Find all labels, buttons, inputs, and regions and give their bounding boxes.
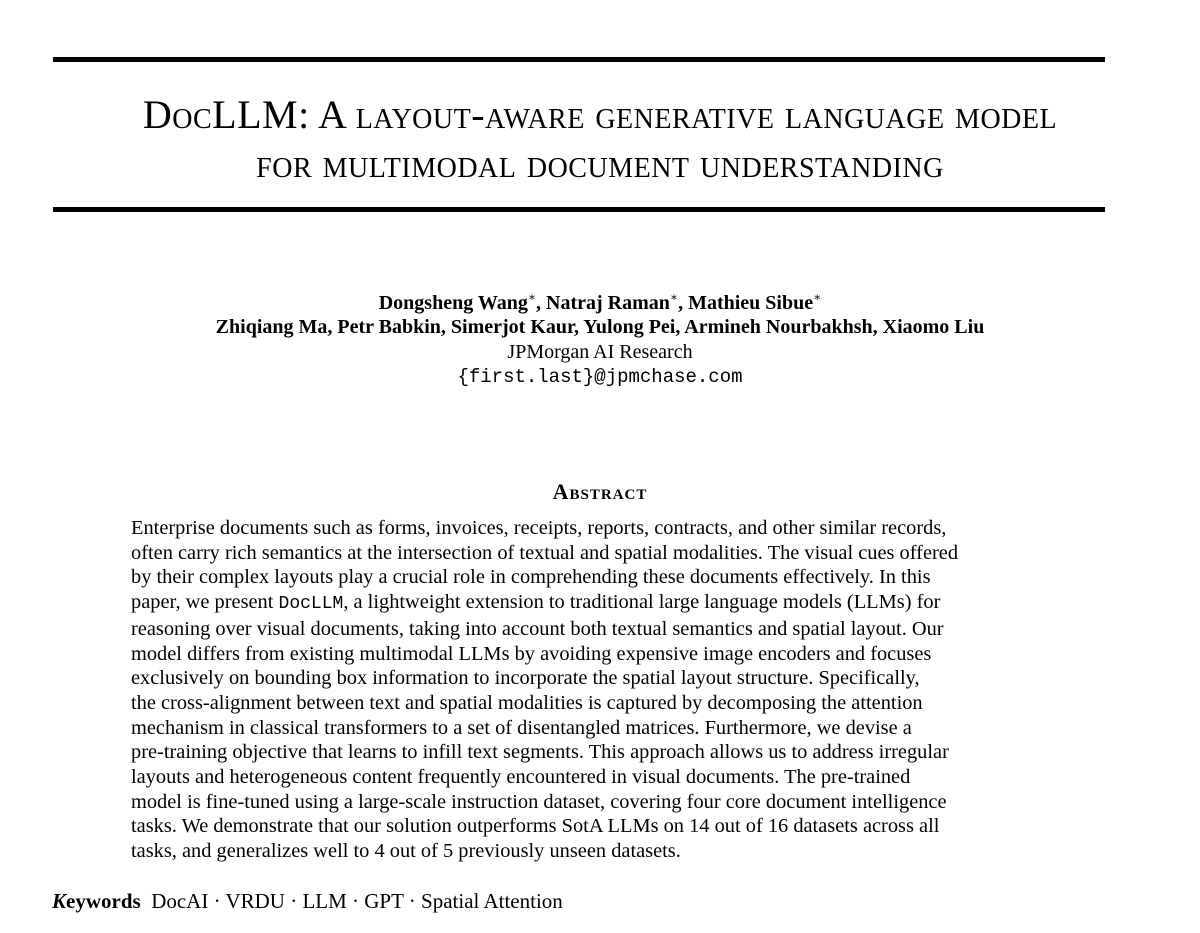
abstract-line: tasks, and generalizes well to 4 out of 5 previously unseen datasets. [131, 840, 681, 863]
equal-contribution-mark: ∗ [527, 290, 537, 304]
top-rule [53, 57, 1105, 62]
contact-email: {first.last}@jpmchase.com [457, 366, 743, 388]
abstract-text: , a lightweight extension to traditional large language models (LLMs) for [343, 591, 941, 614]
equal-contribution-mark: ∗ [813, 290, 822, 304]
equal-contribution-mark: ∗ [669, 290, 679, 304]
abstract-text: paper, we present [131, 591, 279, 614]
author-name: Natraj Raman [546, 292, 670, 314]
abstract-line: mechanism in classical transformers to a set of disentangled matrices. Furthermore, we devise a [131, 716, 912, 739]
abstract-line: by their complex layouts play a crucial role in comprehending these documents effectively. In this [131, 566, 931, 589]
author-list-primary: Dongsheng Wang∗, Natraj Raman∗, Mathieu Sibue∗ [378, 290, 822, 314]
paper-title-line-1: DocLLM: A layout-aware generative language model [142, 92, 1058, 137]
bottom-rule [53, 207, 1105, 212]
author-list-secondary: Zhiqiang Ma, Petr Babkin, Simerjot Kaur, Yulong Pei, Armineh Nourbakhsh, Xiaomo Liu [215, 316, 985, 338]
paper-title-line-2: for multimodal document understanding [256, 141, 944, 186]
abstract-line: reasoning over visual documents, taking into account both textual semantics and spatial layout. Our [131, 617, 944, 640]
affiliation: JPMorgan AI Research [507, 341, 693, 363]
abstract-line: pre-training objective that learns to infill text segments. This approach allows us to address irregular [131, 741, 949, 764]
abstract-line: Enterprise documents such as forms, invoices, receipts, reports, contracts, and other similar records, [131, 517, 947, 539]
abstract-body [131, 516, 1027, 864]
keywords [52, 889, 563, 914]
keywords-label: Keywords [52, 889, 141, 913]
abstract-line: model is fine-tuned using a large-scale instruction dataset, covering four core document intelligence [131, 790, 947, 813]
keywords-list: DocAI · VRDU · LLM · GPT · Spatial Attention [151, 889, 563, 913]
abstract-line: model differs from existing multimodal LLMs by avoiding expensive image encoders and focuses [131, 642, 932, 665]
model-name-code: DocLLM [278, 594, 344, 615]
abstract-line: tasks. We demonstrate that our solution outperforms SotA LLMs on 14 out of 16 datasets across all [131, 815, 940, 838]
abstract-heading: Abstract [552, 479, 648, 504]
author-name: Mathieu Sibue [688, 292, 814, 314]
abstract-line: layouts and heterogeneous content frequently encountered in visual documents. The pre-trained [131, 766, 911, 789]
abstract-line: the cross-alignment between text and spatial modalities is captured by decomposing the attention [131, 691, 923, 714]
abstract-line [131, 590, 1027, 617]
abstract-line: exclusively on bounding box information to incorporate the spatial layout structure. Specifically, [131, 667, 920, 690]
author-name: Dongsheng Wang [378, 292, 528, 314]
abstract-line: often carry rich semantics at the intersection of textual and spatial modalities. The visual cues offered [131, 541, 959, 564]
